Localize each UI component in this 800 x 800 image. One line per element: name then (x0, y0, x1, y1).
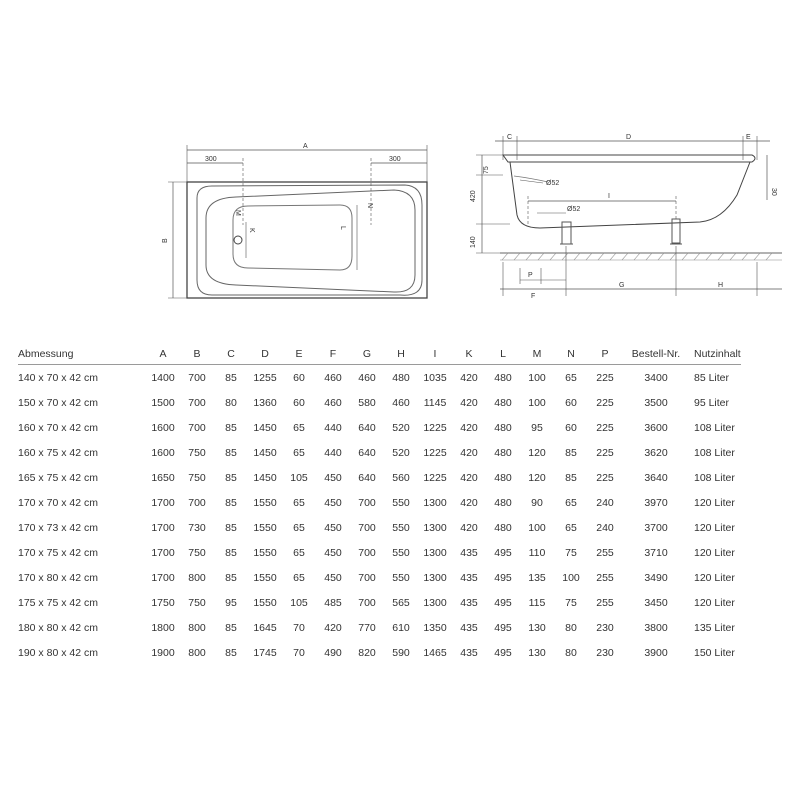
cell-value: 1800 (151, 621, 175, 634)
cell-value: 60 (293, 371, 305, 384)
cell-value: 420 (324, 621, 342, 634)
cell-value: 85 (225, 521, 237, 534)
row-dimension: 140 x 70 x 42 cm (18, 371, 98, 384)
cell-value: 460 (324, 371, 342, 384)
label-i: I (608, 193, 610, 200)
cell-value: 1550 (253, 571, 277, 584)
cell-value: 85 (225, 371, 237, 384)
cell-value: 550 (392, 546, 410, 559)
volume: 135 Liter (694, 621, 735, 634)
volume: 108 Liter (694, 446, 735, 459)
cell-value: 60 (565, 396, 577, 409)
volume: 150 Liter (694, 646, 735, 659)
cell-value: 460 (392, 396, 410, 409)
cell-value: 700 (358, 521, 376, 534)
cell-value: 480 (392, 371, 410, 384)
cell-value: 700 (188, 496, 206, 509)
dim-140: 140 (470, 236, 477, 248)
cell-value: 225 (596, 421, 614, 434)
cell-value: 440 (324, 421, 342, 434)
cell-value: 95 (225, 596, 237, 609)
cell-value: 420 (460, 521, 478, 534)
volume: 95 Liter (694, 396, 730, 409)
label-g: G (619, 282, 625, 289)
cell-value: 480 (494, 371, 512, 384)
row-dimension: 165 x 75 x 42 cm (18, 471, 98, 484)
cell-value: 100 (528, 371, 546, 384)
cell-value: 1550 (253, 546, 277, 559)
table-row (18, 590, 741, 615)
cell-value: 105 (290, 471, 308, 484)
cell-value: 450 (324, 496, 342, 509)
cell-value: 1300 (423, 546, 447, 559)
cell-value: 480 (494, 446, 512, 459)
col-header: G (350, 344, 384, 365)
cell-value: 95 (531, 421, 543, 434)
cell-value: 520 (392, 421, 410, 434)
cell-value: 550 (392, 521, 410, 534)
cell-value: 800 (188, 571, 206, 584)
label-n: N (366, 203, 373, 209)
cell-value: 495 (494, 546, 512, 559)
cell-value: 1600 (151, 446, 175, 459)
cell-value: 480 (494, 396, 512, 409)
cell-value: 750 (188, 446, 206, 459)
col-header: Nutzinhalt (690, 344, 741, 365)
cell-value: 225 (596, 396, 614, 409)
cell-value: 225 (596, 371, 614, 384)
cell-value: 85 (225, 471, 237, 484)
col-header: C (214, 344, 248, 365)
cell-value: 1225 (423, 446, 447, 459)
cell-value: 480 (494, 421, 512, 434)
cell-value: 130 (528, 646, 546, 659)
col-header: D (248, 344, 282, 365)
volume: 120 Liter (694, 521, 735, 534)
label-p: P (528, 272, 533, 279)
cell-value: 700 (188, 371, 206, 384)
col-header: A (146, 344, 180, 365)
cell-value: 85 (225, 446, 237, 459)
cell-value: 225 (596, 471, 614, 484)
row-dimension: 160 x 70 x 42 cm (18, 421, 98, 434)
order-number: 3450 (644, 596, 668, 609)
cell-value: 85 (565, 446, 577, 459)
col-header: L (486, 344, 520, 365)
order-number: 3490 (644, 571, 668, 584)
cell-value: 70 (293, 621, 305, 634)
spec-table (18, 344, 741, 665)
cell-value: 800 (188, 621, 206, 634)
dim-75: 75 (483, 166, 490, 174)
cell-value: 90 (531, 496, 543, 509)
order-number: 3900 (644, 646, 668, 659)
order-number: 3620 (644, 446, 668, 459)
cell-value: 255 (596, 546, 614, 559)
cell-value: 1300 (423, 596, 447, 609)
cell-value: 495 (494, 621, 512, 634)
cell-value: 420 (460, 371, 478, 384)
cell-value: 1645 (253, 621, 277, 634)
label-d: D (626, 134, 632, 141)
cell-value: 1550 (253, 521, 277, 534)
cell-value: 750 (188, 546, 206, 559)
cell-value: 495 (494, 571, 512, 584)
row-dimension: 190 x 80 x 42 cm (18, 646, 98, 659)
order-number: 3400 (644, 371, 668, 384)
cell-value: 65 (565, 521, 577, 534)
cell-value: 495 (494, 646, 512, 659)
cell-value: 135 (528, 571, 546, 584)
col-header: Bestell-Nr. (622, 344, 690, 365)
cell-value: 1750 (151, 596, 175, 609)
col-header: I (418, 344, 452, 365)
cell-value: 490 (324, 646, 342, 659)
cell-value: 85 (565, 471, 577, 484)
table-row (18, 365, 741, 391)
cell-value: 550 (392, 496, 410, 509)
cell-value: 435 (460, 596, 478, 609)
cell-value: 450 (324, 571, 342, 584)
side-view-drawing (476, 136, 782, 296)
cell-value: 1300 (423, 571, 447, 584)
row-dimension: 180 x 80 x 42 cm (18, 621, 98, 634)
row-dimension: 175 x 75 x 42 cm (18, 596, 98, 609)
table-row (18, 640, 741, 665)
cell-value: 1500 (151, 396, 175, 409)
cell-value: 450 (324, 546, 342, 559)
technical-drawings (0, 0, 800, 310)
cell-value: 65 (293, 421, 305, 434)
cell-value: 120 (528, 471, 546, 484)
cell-value: 115 (528, 596, 546, 609)
col-header: B (180, 344, 214, 365)
row-dimension: 170 x 75 x 42 cm (18, 546, 98, 559)
label-k: K (248, 228, 255, 233)
cell-value: 60 (293, 396, 305, 409)
cell-value: 590 (392, 646, 410, 659)
col-header: Abmessung (18, 344, 146, 365)
volume: 120 Liter (694, 546, 735, 559)
dim-300-left: 300 (205, 156, 217, 163)
col-header: H (384, 344, 418, 365)
cell-value: 1900 (151, 646, 175, 659)
spec-table-body (18, 365, 741, 666)
cell-value: 750 (188, 471, 206, 484)
cell-value: 110 (528, 546, 546, 559)
volume: 108 Liter (694, 421, 735, 434)
cell-value: 420 (460, 421, 478, 434)
col-header: N (554, 344, 588, 365)
cell-value: 450 (324, 521, 342, 534)
cell-value: 700 (358, 546, 376, 559)
cell-value: 480 (494, 471, 512, 484)
cell-value: 1225 (423, 421, 447, 434)
cell-value: 480 (494, 521, 512, 534)
cell-value: 730 (188, 521, 206, 534)
volume: 85 Liter (694, 371, 730, 384)
order-number: 3710 (644, 546, 668, 559)
row-dimension: 170 x 73 x 42 cm (18, 521, 98, 534)
side-view-labels (470, 134, 777, 300)
row-dimension: 170 x 80 x 42 cm (18, 571, 98, 584)
top-view-drawing (168, 145, 427, 298)
cell-value: 85 (225, 496, 237, 509)
cell-value: 640 (358, 471, 376, 484)
row-dimension: 170 x 70 x 42 cm (18, 496, 98, 509)
cell-value: 1360 (253, 396, 277, 409)
cell-value: 1300 (423, 521, 447, 534)
cell-value: 75 (565, 596, 577, 609)
cell-value: 85 (225, 621, 237, 634)
cell-value: 610 (392, 621, 410, 634)
cell-value: 230 (596, 621, 614, 634)
cell-value: 1700 (151, 521, 175, 534)
cell-value: 100 (528, 521, 546, 534)
volume: 120 Liter (694, 496, 735, 509)
cell-value: 700 (188, 396, 206, 409)
cell-value: 435 (460, 646, 478, 659)
dim-300-right: 300 (389, 156, 401, 163)
cell-value: 640 (358, 421, 376, 434)
cell-value: 85 (225, 646, 237, 659)
table-row (18, 440, 741, 465)
cell-value: 1450 (253, 446, 277, 459)
cell-value: 800 (188, 646, 206, 659)
table-row (18, 615, 741, 640)
row-dimension: 160 x 75 x 42 cm (18, 446, 98, 459)
cell-value: 65 (293, 446, 305, 459)
cell-value: 460 (358, 371, 376, 384)
cell-value: 130 (528, 621, 546, 634)
cell-value: 420 (460, 446, 478, 459)
cell-value: 65 (293, 546, 305, 559)
cell-value: 480 (494, 496, 512, 509)
volume: 108 Liter (694, 471, 735, 484)
cell-value: 580 (358, 396, 376, 409)
cell-value: 420 (460, 471, 478, 484)
table-row (18, 540, 741, 565)
cell-value: 1145 (423, 396, 447, 409)
dim-30: 30 (770, 188, 777, 196)
cell-value: 230 (596, 646, 614, 659)
cell-value: 485 (324, 596, 342, 609)
label-c: C (507, 134, 513, 141)
cell-value: 75 (565, 546, 577, 559)
cell-value: 495 (494, 596, 512, 609)
cell-value: 1350 (423, 621, 447, 634)
volume: 120 Liter (694, 571, 735, 584)
cell-value: 85 (225, 546, 237, 559)
cell-value: 65 (293, 571, 305, 584)
cell-value: 1450 (253, 471, 277, 484)
cell-value: 85 (225, 421, 237, 434)
diameter-bottom: Ø52 (567, 206, 581, 213)
table-row (18, 390, 741, 415)
cell-value: 65 (293, 496, 305, 509)
cell-value: 700 (188, 421, 206, 434)
dim-420: 420 (470, 190, 477, 202)
cell-value: 820 (358, 646, 376, 659)
table-row (18, 565, 741, 590)
order-number: 3500 (644, 396, 668, 409)
cell-value: 520 (392, 446, 410, 459)
cell-value: 700 (358, 571, 376, 584)
cell-value: 225 (596, 446, 614, 459)
cell-value: 1035 (423, 371, 447, 384)
cell-value: 70 (293, 646, 305, 659)
cell-value: 105 (290, 596, 308, 609)
order-number: 3600 (644, 421, 668, 434)
col-header: P (588, 344, 622, 365)
header-row (18, 344, 741, 365)
table-row (18, 465, 741, 490)
cell-value: 420 (460, 496, 478, 509)
cell-value: 1450 (253, 421, 277, 434)
cell-value: 1700 (151, 571, 175, 584)
cell-value: 60 (565, 421, 577, 434)
cell-value: 770 (358, 621, 376, 634)
cell-value: 1400 (151, 371, 175, 384)
col-header: F (316, 344, 350, 365)
order-number: 3800 (644, 621, 668, 634)
label-h: H (718, 282, 724, 289)
cell-value: 255 (596, 596, 614, 609)
cell-value: 65 (565, 371, 577, 384)
cell-value: 100 (562, 571, 580, 584)
cell-value: 560 (392, 471, 410, 484)
col-header: M (520, 344, 554, 365)
cell-value: 700 (358, 596, 376, 609)
cell-value: 1745 (253, 646, 277, 659)
cell-value: 435 (460, 546, 478, 559)
label-l: L (339, 226, 346, 230)
cell-value: 65 (293, 521, 305, 534)
cell-value: 450 (324, 471, 342, 484)
order-number: 3700 (644, 521, 668, 534)
cell-value: 1650 (151, 471, 175, 484)
cell-value: 435 (460, 571, 478, 584)
table-row (18, 415, 741, 440)
cell-value: 120 (528, 446, 546, 459)
col-header: E (282, 344, 316, 365)
cell-value: 460 (324, 396, 342, 409)
label-m: M (234, 210, 241, 216)
cell-value: 1465 (423, 646, 447, 659)
cell-value: 1550 (253, 496, 277, 509)
table-row (18, 490, 741, 515)
cell-value: 80 (225, 396, 237, 409)
row-dimension: 150 x 70 x 42 cm (18, 396, 98, 409)
label-f: F (531, 293, 536, 300)
cell-value: 85 (225, 571, 237, 584)
cell-value: 640 (358, 446, 376, 459)
cell-value: 1700 (151, 546, 175, 559)
label-a: A (303, 143, 308, 150)
diameter-top: Ø52 (546, 180, 560, 187)
cell-value: 435 (460, 621, 478, 634)
cell-value: 565 (392, 596, 410, 609)
cell-value: 255 (596, 571, 614, 584)
cell-value: 440 (324, 446, 342, 459)
cell-value: 750 (188, 596, 206, 609)
volume: 120 Liter (694, 596, 735, 609)
order-number: 3970 (644, 496, 668, 509)
cell-value: 240 (596, 521, 614, 534)
table-row (18, 515, 741, 540)
col-header: K (452, 344, 486, 365)
spec-table-header (18, 344, 741, 365)
cell-value: 1550 (253, 596, 277, 609)
cell-value: 1700 (151, 496, 175, 509)
cell-value: 1255 (253, 371, 277, 384)
cell-value: 700 (358, 496, 376, 509)
cell-value: 80 (565, 621, 577, 634)
cell-value: 1600 (151, 421, 175, 434)
cell-value: 550 (392, 571, 410, 584)
cell-value: 420 (460, 396, 478, 409)
cell-value: 100 (528, 396, 546, 409)
label-e: E (746, 134, 751, 141)
cell-value: 1225 (423, 471, 447, 484)
cell-value: 65 (565, 496, 577, 509)
label-b: B (162, 238, 169, 243)
cell-value: 80 (565, 646, 577, 659)
cell-value: 1300 (423, 496, 447, 509)
cell-value: 240 (596, 496, 614, 509)
order-number: 3640 (644, 471, 668, 484)
